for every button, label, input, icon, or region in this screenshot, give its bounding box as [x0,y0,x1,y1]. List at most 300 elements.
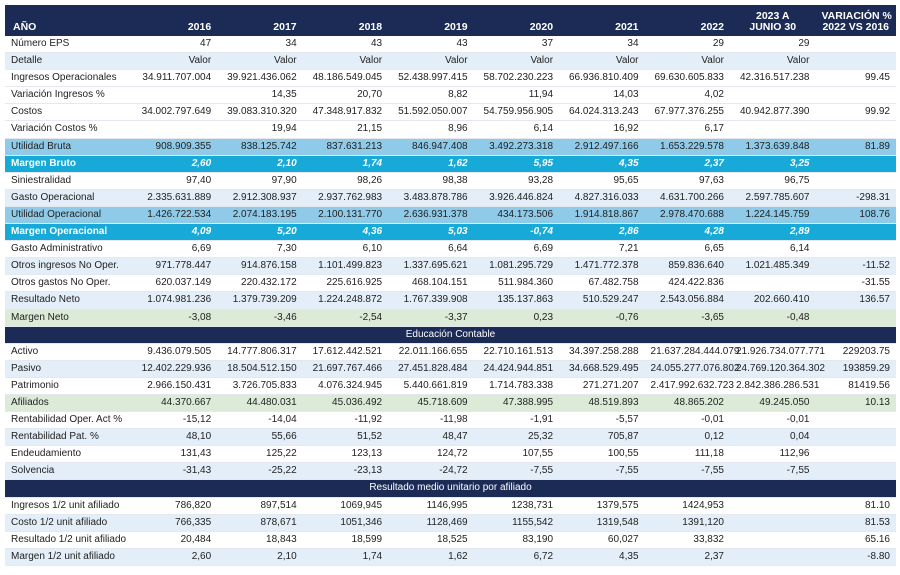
value-cell: 1.021.485.349 [730,258,815,275]
table-row [5,275,896,292]
value-cell: Valor [132,53,217,70]
value-cell: 34 [559,36,644,53]
header-variation-line1: VARIACIÓN % [821,10,892,22]
value-cell: 5.440.661.819 [388,377,473,394]
row-label: Rentabilidad Pat. % [5,429,132,446]
value-cell: 14.777.806.317 [217,343,302,360]
row-label: Resultado Neto [5,292,132,309]
table-row [5,497,896,514]
value-cell: 100,55 [559,446,644,463]
value-cell: 2,89 [730,224,815,241]
row-label: Utilidad Bruta [5,138,132,155]
value-cell: 786,820 [132,497,217,514]
value-cell: 1319,548 [559,514,644,531]
variation-cell [815,121,896,138]
value-cell: 96,75 [730,172,815,189]
table-row [5,360,896,377]
value-cell: 51.592.050.007 [388,104,473,121]
row-label: Variación Ingresos % [5,87,132,104]
table-row [5,155,896,172]
variation-cell [815,446,896,463]
value-cell: 14,35 [217,87,302,104]
value-cell: 1.471.772.378 [559,258,644,275]
value-cell: 97,63 [645,172,730,189]
value-cell: 49.245.050 [730,394,815,411]
value-cell: 47.348.917.832 [303,104,388,121]
value-cell: 1.373.639.848 [730,138,815,155]
variation-cell: 81.53 [815,514,896,531]
row-label: Costo 1/2 unit afiliado [5,514,132,531]
value-cell: 125,22 [217,446,302,463]
value-cell: 51,52 [303,429,388,446]
value-cell: -31,43 [132,463,217,480]
variation-cell: 193859.29 [815,360,896,377]
value-cell: 39.083.310.320 [217,104,302,121]
value-cell: 424.422.836 [645,275,730,292]
table-row [5,292,896,309]
header-year-2023 [730,5,815,36]
value-cell: 3.492.273.318 [474,138,559,155]
table-row [5,104,896,121]
section-header-resultado-medio [5,480,896,497]
value-cell: 1.074.981.236 [132,292,217,309]
variation-cell: 81419.56 [815,377,896,394]
row-label: Otros ingresos No Oper. [5,258,132,275]
value-cell: 468.104.151 [388,275,473,292]
value-cell: 18.504.512.150 [217,360,302,377]
value-cell: 6,10 [303,241,388,258]
value-cell: 2.543.056.884 [645,292,730,309]
variation-cell [815,53,896,70]
value-cell: 69.630.605.833 [645,70,730,87]
value-cell: -0,01 [730,412,815,429]
value-cell: 22.011.166.655 [388,343,473,360]
value-cell: 93,28 [474,172,559,189]
value-cell: 2.100.131.770 [303,206,388,223]
row-label: Gasto Operacional [5,189,132,206]
value-cell: 2.978.470.688 [645,206,730,223]
value-cell: 58.702.230.223 [474,70,559,87]
value-cell: 83,190 [474,531,559,548]
value-cell: -2,54 [303,309,388,326]
value-cell: 34.911.707.004 [132,70,217,87]
value-cell: 2,10 [217,155,302,172]
header-year: 2019 [388,5,473,36]
value-cell: 22.710.161.513 [474,343,559,360]
value-cell: 43 [303,36,388,53]
table-row [5,463,896,480]
value-cell: 34 [217,36,302,53]
value-cell: 6,69 [474,241,559,258]
value-cell [730,275,815,292]
row-label: Siniestralidad [5,172,132,189]
value-cell: 9.436.079.505 [132,343,217,360]
value-cell: 8,82 [388,87,473,104]
value-cell: 1424,953 [645,497,730,514]
variation-cell: 81.10 [815,497,896,514]
table-body [5,36,896,565]
value-cell: 29 [730,36,815,53]
value-cell: 0,04 [730,429,815,446]
value-cell: 21.697.767.466 [303,360,388,377]
value-cell: 12.402.229.936 [132,360,217,377]
value-cell: Valor [559,53,644,70]
table-row [5,36,896,53]
value-cell: 1155,542 [474,514,559,531]
value-cell: 55,66 [217,429,302,446]
value-cell: 4,02 [645,87,730,104]
value-cell: 1.914.818.867 [559,206,644,223]
value-cell: 112,96 [730,446,815,463]
variation-cell: 65.16 [815,531,896,548]
value-cell [730,531,815,548]
value-cell: 705,87 [559,429,644,446]
value-cell: 2.597.785.607 [730,189,815,206]
value-cell: 11,94 [474,87,559,104]
row-label: Margen Operacional [5,224,132,241]
variation-cell [815,429,896,446]
value-cell: 27.451.828.484 [388,360,473,377]
value-cell: -3,65 [645,309,730,326]
value-cell: 1.101.499.823 [303,258,388,275]
value-cell: 6,69 [132,241,217,258]
value-cell: -11,98 [388,412,473,429]
row-label: Variación Costos % [5,121,132,138]
value-cell: 846.947.408 [388,138,473,155]
value-cell: 1.653.229.578 [645,138,730,155]
value-cell: 48.186.549.045 [303,70,388,87]
value-cell: 1051,346 [303,514,388,531]
value-cell: 21,15 [303,121,388,138]
value-cell [132,87,217,104]
value-cell: 123,13 [303,446,388,463]
value-cell: 97,90 [217,172,302,189]
header-year: 2020 [474,5,559,36]
value-cell: 1.426.722.534 [132,206,217,223]
value-cell: 34.002.797.649 [132,104,217,121]
value-cell: 34.668.529.495 [559,360,644,377]
table-row [5,377,896,394]
value-cell: 897,514 [217,497,302,514]
value-cell: -7,55 [559,463,644,480]
value-cell: 21.926.734.077.771 [730,343,815,360]
value-cell: 2,86 [559,224,644,241]
variation-cell: 136.57 [815,292,896,309]
value-cell: 878,671 [217,514,302,531]
value-cell: -0,76 [559,309,644,326]
value-cell: 271.271.207 [559,377,644,394]
value-cell: 3.926.446.824 [474,189,559,206]
header-2023-line1: 2023 A [755,10,790,22]
value-cell: 18,525 [388,531,473,548]
table-row [5,87,896,104]
value-cell: 24.424.944.851 [474,360,559,377]
value-cell: 48,47 [388,429,473,446]
value-cell: 40.942.877.390 [730,104,815,121]
header-2023-line2: JUNIO 30 [749,21,797,33]
row-label: Patrimonio [5,377,132,394]
row-label: Utilidad Operacional [5,206,132,223]
value-cell: -3,37 [388,309,473,326]
value-cell: 8,96 [388,121,473,138]
value-cell: 67.482.758 [559,275,644,292]
variation-cell [815,36,896,53]
value-cell: 220.432.172 [217,275,302,292]
value-cell: 3.726.705.833 [217,377,302,394]
value-cell: 25,32 [474,429,559,446]
value-cell [730,87,815,104]
value-cell: 39.921.436.062 [217,70,302,87]
value-cell: 434.173.506 [474,206,559,223]
value-cell: 95,65 [559,172,644,189]
value-cell: 111,18 [645,446,730,463]
value-cell: 47.388.995 [474,394,559,411]
table-row [5,172,896,189]
value-cell: 48.519.893 [559,394,644,411]
value-cell: 2,60 [132,548,217,565]
value-cell: 43 [388,36,473,53]
value-cell: 971.778.447 [132,258,217,275]
row-label: Ingresos Operacionales [5,70,132,87]
table-row [5,189,896,206]
table-row [5,224,896,241]
variation-cell: -11.52 [815,258,896,275]
value-cell: 1069,945 [303,497,388,514]
value-cell: 16,92 [559,121,644,138]
value-cell: 19,94 [217,121,302,138]
value-cell: 1.767.339.908 [388,292,473,309]
value-cell: 44.480.031 [217,394,302,411]
variation-cell [815,412,896,429]
row-label: Activo [5,343,132,360]
value-cell: -23,13 [303,463,388,480]
value-cell: 4,35 [559,155,644,172]
header-year: 2022 [645,5,730,36]
header-variation-line2: 2022 VS 2016 [822,21,889,33]
value-cell: 54.759.956.905 [474,104,559,121]
row-label: Número EPS [5,36,132,53]
variation-cell [815,463,896,480]
variation-cell [815,309,896,326]
value-cell: 66.936.810.409 [559,70,644,87]
value-cell: 98,26 [303,172,388,189]
value-cell: 2.335.631.889 [132,189,217,206]
value-cell: 34.397.258.288 [559,343,644,360]
table-row [5,241,896,258]
value-cell: 60,027 [559,531,644,548]
value-cell [730,497,815,514]
value-cell: -3,08 [132,309,217,326]
value-cell: 914.876.158 [217,258,302,275]
value-cell: 2.842.386.286.531 [730,377,815,394]
value-cell: 4.631.700.266 [645,189,730,206]
row-label: Endeudamiento [5,446,132,463]
value-cell: 124,72 [388,446,473,463]
value-cell: 1391,120 [645,514,730,531]
variation-cell: 99.45 [815,70,896,87]
table-row [5,446,896,463]
header-variation [815,5,896,36]
value-cell: 2.636.931.378 [388,206,473,223]
table-row [5,412,896,429]
value-cell: 1,62 [388,548,473,565]
value-cell: 1.224.145.759 [730,206,815,223]
table-row [5,53,896,70]
section-title: Educación Contable [5,326,896,343]
value-cell: 620.037.149 [132,275,217,292]
value-cell: 908.909.355 [132,138,217,155]
table-row [5,531,896,548]
value-cell: 6,17 [645,121,730,138]
variation-cell: 229203.75 [815,343,896,360]
value-cell: 21.637.284.444.079 [645,343,730,360]
row-label: Pasivo [5,360,132,377]
value-cell: 64.024.313.243 [559,104,644,121]
row-label: Margen Bruto [5,155,132,172]
value-cell: 33,832 [645,531,730,548]
value-cell: -7,55 [645,463,730,480]
value-cell: 20,70 [303,87,388,104]
value-cell [730,514,815,531]
table-row [5,309,896,326]
value-cell: 4,36 [303,224,388,241]
variation-cell: 108.76 [815,206,896,223]
header-year: 2021 [559,5,644,36]
value-cell: 67.977.376.255 [645,104,730,121]
value-cell: -24,72 [388,463,473,480]
value-cell: -3,46 [217,309,302,326]
value-cell: 5,95 [474,155,559,172]
row-label: Solvencia [5,463,132,480]
variation-cell: -31.55 [815,275,896,292]
value-cell: 7,21 [559,241,644,258]
row-label: Otros gastos No Oper. [5,275,132,292]
row-label: Margen 1/2 unit afiliado [5,548,132,565]
value-cell: 17.612.442.521 [303,343,388,360]
value-cell: 2.937.762.983 [303,189,388,206]
value-cell: 838.125.742 [217,138,302,155]
section-header-educacion-contable [5,326,896,343]
table-row [5,258,896,275]
value-cell [132,121,217,138]
value-cell: -14,04 [217,412,302,429]
value-cell: 18,599 [303,531,388,548]
value-cell: 2,37 [645,155,730,172]
value-cell: 1379,575 [559,497,644,514]
value-cell: 859.836.640 [645,258,730,275]
table-row [5,343,896,360]
value-cell: 24.769.120.364.302 [730,360,815,377]
value-cell: 2.417.992.632.723 [645,377,730,394]
value-cell: 45.718.609 [388,394,473,411]
value-cell: 0,12 [645,429,730,446]
value-cell: 6,72 [474,548,559,565]
value-cell: 24.055.277.076.802 [645,360,730,377]
row-label: Ingresos 1/2 unit afiliado [5,497,132,514]
value-cell [730,548,815,565]
table-row [5,206,896,223]
value-cell: -1,91 [474,412,559,429]
variation-cell: -298.31 [815,189,896,206]
table-row [5,138,896,155]
value-cell: 1238,731 [474,497,559,514]
variation-cell [815,224,896,241]
value-cell: 1.081.295.729 [474,258,559,275]
value-cell: 1.337.695.621 [388,258,473,275]
row-label: Resultado 1/2 unit afiliado [5,531,132,548]
table-row [5,394,896,411]
value-cell: Valor [645,53,730,70]
value-cell: 6,14 [730,241,815,258]
value-cell: 29 [645,36,730,53]
value-cell: 2.074.183.195 [217,206,302,223]
value-cell: 2,10 [217,548,302,565]
value-cell: 0,23 [474,309,559,326]
value-cell: 14,03 [559,87,644,104]
value-cell: Valor [474,53,559,70]
variation-cell: -8.80 [815,548,896,565]
value-cell: -0,01 [645,412,730,429]
value-cell: 511.984.360 [474,275,559,292]
value-cell: 97,40 [132,172,217,189]
section-title: Resultado medio unitario por afiliado [5,480,896,497]
value-cell: 4,28 [645,224,730,241]
row-label: Afiliados [5,394,132,411]
value-cell: 107,55 [474,446,559,463]
value-cell: 20,484 [132,531,217,548]
value-cell: 52.438.997.415 [388,70,473,87]
value-cell: 202.660.410 [730,292,815,309]
value-cell: -0,48 [730,309,815,326]
value-cell: 2.912.497.166 [559,138,644,155]
table-row [5,121,896,138]
value-cell: 837.631.213 [303,138,388,155]
value-cell: 2.966.150.431 [132,377,217,394]
value-cell: 48.865.202 [645,394,730,411]
value-cell: 225.616.925 [303,275,388,292]
header-year: 2016 [132,5,217,36]
value-cell: 1128,469 [388,514,473,531]
value-cell: -15,12 [132,412,217,429]
table-row [5,429,896,446]
value-cell: -0,74 [474,224,559,241]
value-cell: Valor [217,53,302,70]
table-row [5,514,896,531]
table-row [5,70,896,87]
value-cell: 4,09 [132,224,217,241]
row-label: Costos [5,104,132,121]
value-cell: 44.370.667 [132,394,217,411]
value-cell: 6,65 [645,241,730,258]
value-cell: 131,43 [132,446,217,463]
eps-financial-table [5,5,896,566]
header-label: AÑO [5,5,132,36]
value-cell: 6,64 [388,241,473,258]
value-cell: 2.912.308.937 [217,189,302,206]
row-label: Detalle [5,53,132,70]
row-label: Gasto Administrativo [5,241,132,258]
value-cell: Valor [730,53,815,70]
value-cell: 47 [132,36,217,53]
value-cell: -5,57 [559,412,644,429]
value-cell: 5,03 [388,224,473,241]
eps-financial-table-container [5,5,896,566]
value-cell: 4.076.324.945 [303,377,388,394]
value-cell: 7,30 [217,241,302,258]
variation-cell: 10.13 [815,394,896,411]
value-cell: 1146,995 [388,497,473,514]
variation-cell [815,155,896,172]
